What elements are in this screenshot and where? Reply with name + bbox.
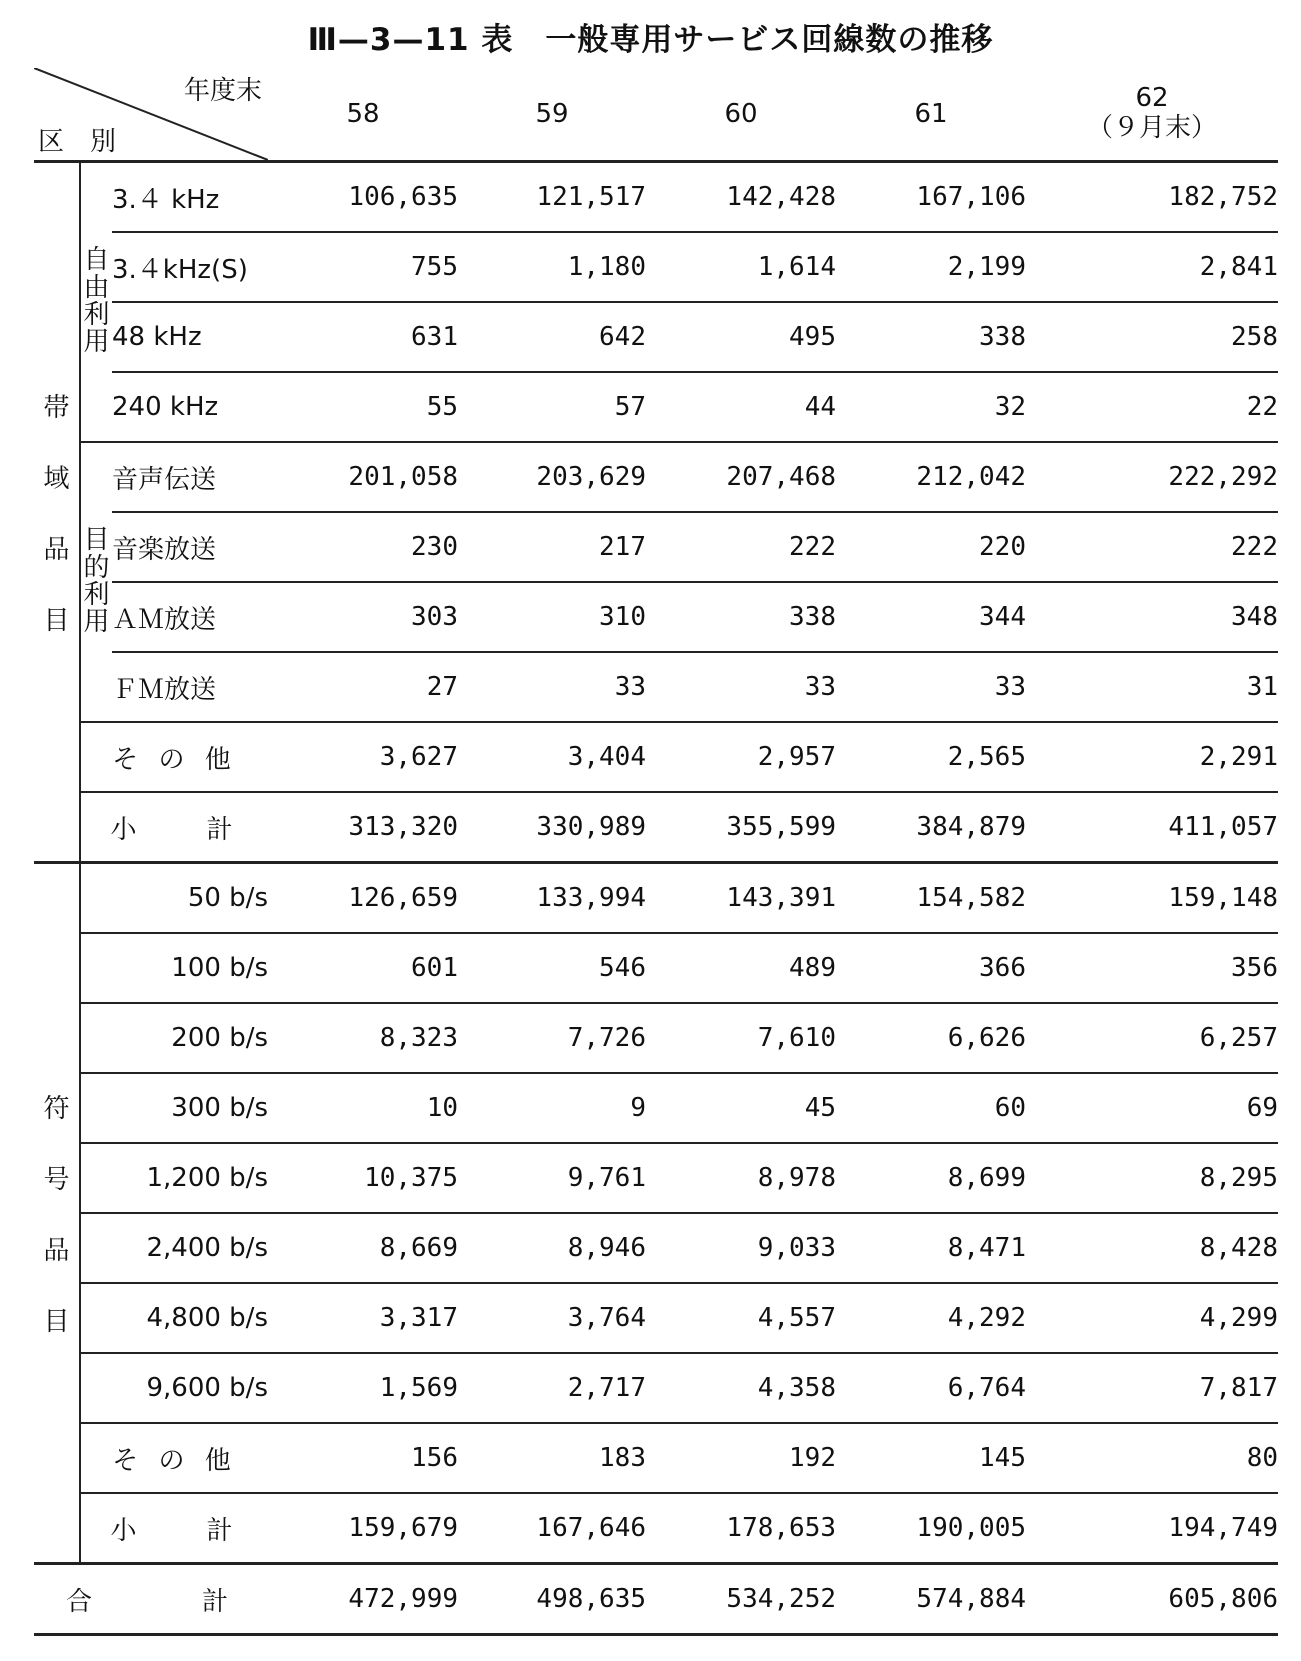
cell: 230 [268, 512, 458, 582]
cell: 212,042 [836, 442, 1026, 512]
cell: 222,292 [1026, 442, 1278, 512]
table-row [34, 1493, 1278, 1564]
cell: 154,582 [836, 863, 1026, 934]
cell: 546 [458, 933, 646, 1003]
purpose-use-text: 目的利用 [83, 525, 110, 638]
year-header: 58 [268, 68, 458, 162]
row-label: 2,400 b/s [80, 1213, 268, 1283]
cell: 2,841 [1026, 232, 1278, 302]
row-label: そ の 他 [80, 1423, 268, 1493]
group-char: 目 [43, 606, 70, 636]
total-cell: 472,999 [268, 1564, 458, 1635]
cell: 3,404 [458, 722, 646, 792]
table-row [34, 512, 1278, 582]
cell: 355,599 [646, 792, 836, 863]
cell: 126,659 [268, 863, 458, 934]
cell: 201,058 [268, 442, 458, 512]
cell: 411,057 [1026, 792, 1278, 863]
cell: 10 [268, 1073, 458, 1143]
total-cell: 534,252 [646, 1564, 836, 1635]
cell: 183 [458, 1423, 646, 1493]
group-char: 符 [43, 1094, 70, 1124]
table-row [34, 232, 1278, 302]
cell: 31 [1026, 652, 1278, 722]
service-lines-table [34, 68, 1278, 1636]
cell: 6,626 [836, 1003, 1026, 1073]
cell: 338 [646, 582, 836, 652]
cell: 8,428 [1026, 1213, 1278, 1283]
row-label: 音声伝送 [112, 442, 268, 512]
row-label: そ の 他 [80, 722, 268, 792]
row-label: 小 計 [80, 1493, 268, 1564]
cell: 310 [458, 582, 646, 652]
table-row [34, 933, 1278, 1003]
cell: 338 [836, 302, 1026, 372]
cell: 33 [836, 652, 1026, 722]
cell: 60 [836, 1073, 1026, 1143]
cell: 1,614 [646, 232, 836, 302]
group-char: 品 [43, 535, 70, 565]
row-label: 3.４ kHz [112, 162, 268, 233]
total-label: 合 計 [34, 1564, 268, 1635]
cell: 7,726 [458, 1003, 646, 1073]
cell: 1,180 [458, 232, 646, 302]
cell: 57 [458, 372, 646, 442]
cell: 207,468 [646, 442, 836, 512]
cell: 4,358 [646, 1353, 836, 1423]
cell: 27 [268, 652, 458, 722]
row-label: 300 b/s [80, 1073, 268, 1143]
cell: 33 [646, 652, 836, 722]
cell: 2,717 [458, 1353, 646, 1423]
row-label: 240 kHz [112, 372, 268, 442]
table-row [34, 1073, 1278, 1143]
table-row [34, 1283, 1278, 1353]
free-use-label [80, 162, 112, 443]
cell: 631 [268, 302, 458, 372]
corner-cell [34, 68, 268, 162]
cell: 44 [646, 372, 836, 442]
table-row [34, 1003, 1278, 1073]
cell: 133,994 [458, 863, 646, 934]
cell: 9,761 [458, 1143, 646, 1213]
cell: 178,653 [646, 1493, 836, 1564]
cell: 106,635 [268, 162, 458, 233]
cell: 8,699 [836, 1143, 1026, 1213]
row-label: ＦＭ放送 [112, 652, 268, 722]
table-row [34, 1423, 1278, 1493]
corner-top-label: 年度末 [183, 76, 262, 106]
group-char: 帯 [43, 393, 70, 423]
cell: 22 [1026, 372, 1278, 442]
row-label: 9,600 b/s [80, 1353, 268, 1423]
cell: 8,978 [646, 1143, 836, 1213]
cell: 9,033 [646, 1213, 836, 1283]
cell: 755 [268, 232, 458, 302]
cell: 182,752 [1026, 162, 1278, 233]
row-label: 50 b/s [80, 863, 268, 934]
group-char: 品 [43, 1236, 70, 1266]
table-row [34, 162, 1278, 233]
cell: 8,669 [268, 1213, 458, 1283]
cell: 303 [268, 582, 458, 652]
total-cell: 605,806 [1026, 1564, 1278, 1635]
cell: 220 [836, 512, 1026, 582]
code-group-label [34, 863, 80, 1564]
table-row [34, 1213, 1278, 1283]
cell: 9 [458, 1073, 646, 1143]
free-use-text: 自由利用 [83, 245, 110, 358]
year-header: 59 [458, 68, 646, 162]
band-group-label [34, 162, 80, 863]
cell: 1,569 [268, 1353, 458, 1423]
row-label: 小 計 [80, 792, 268, 863]
cell: 156 [268, 1423, 458, 1493]
cell: 356 [1026, 933, 1278, 1003]
cell: 384,879 [836, 792, 1026, 863]
cell: 3,317 [268, 1283, 458, 1353]
cell: 142,428 [646, 162, 836, 233]
cell: 80 [1026, 1423, 1278, 1493]
cell: 344 [836, 582, 1026, 652]
table-row [34, 582, 1278, 652]
cell: 4,557 [646, 1283, 836, 1353]
row-label: 200 b/s [80, 1003, 268, 1073]
table-row [34, 863, 1278, 934]
row-label: 100 b/s [80, 933, 268, 1003]
group-char: 域 [43, 464, 70, 494]
cell: 33 [458, 652, 646, 722]
total-row [34, 1564, 1278, 1635]
cell: 7,817 [1026, 1353, 1278, 1423]
cell: 222 [646, 512, 836, 582]
cell: 194,749 [1026, 1493, 1278, 1564]
cell: 190,005 [836, 1493, 1026, 1564]
group-char: 目 [43, 1307, 70, 1337]
table-row [34, 792, 1278, 863]
cell: 2,957 [646, 722, 836, 792]
cell: 55 [268, 372, 458, 442]
table-row [34, 722, 1278, 792]
corner-bottom-label: 区 別 [38, 127, 117, 157]
cell: 45 [646, 1073, 836, 1143]
cell: 489 [646, 933, 836, 1003]
cell: 222 [1026, 512, 1278, 582]
cell: 6,257 [1026, 1003, 1278, 1073]
cell: 330,989 [458, 792, 646, 863]
row-label: 48 kHz [112, 302, 268, 372]
row-label: ＡＭ放送 [112, 582, 268, 652]
cell: 4,299 [1026, 1283, 1278, 1353]
cell: 145 [836, 1423, 1026, 1493]
cell: 159,679 [268, 1493, 458, 1564]
cell: 167,106 [836, 162, 1026, 233]
row-label: 3.４kHz(S) [112, 232, 268, 302]
table-row [34, 372, 1278, 442]
cell: 32 [836, 372, 1026, 442]
row-label: 音楽放送 [112, 512, 268, 582]
row-label: 1,200 b/s [80, 1143, 268, 1213]
cell: 192 [646, 1423, 836, 1493]
table-row [34, 1353, 1278, 1423]
table-row [34, 442, 1278, 512]
total-cell: 498,635 [458, 1564, 646, 1635]
cell: 313,320 [268, 792, 458, 863]
cell: 217 [458, 512, 646, 582]
cell: 495 [646, 302, 836, 372]
cell: 366 [836, 933, 1026, 1003]
purpose-use-label [80, 442, 112, 722]
cell: 8,471 [836, 1213, 1026, 1283]
cell: 69 [1026, 1073, 1278, 1143]
cell: 121,517 [458, 162, 646, 233]
year-header: 60 [646, 68, 836, 162]
cell: 8,946 [458, 1213, 646, 1283]
cell: 203,629 [458, 442, 646, 512]
cell: 10,375 [268, 1143, 458, 1213]
group-char: 号 [43, 1165, 70, 1195]
table-title: Ⅲ—3—11 表 一般専用サービス回線数の推移 [307, 22, 994, 58]
cell: 348 [1026, 582, 1278, 652]
row-label: 4,800 b/s [80, 1283, 268, 1353]
cell: 2,565 [836, 722, 1026, 792]
cell: 8,295 [1026, 1143, 1278, 1213]
header-row [34, 68, 1278, 162]
table-row [34, 302, 1278, 372]
year-header-value: 62 [1135, 83, 1169, 114]
cell: 167,646 [458, 1493, 646, 1564]
cell: 143,391 [646, 863, 836, 934]
table-row [34, 652, 1278, 722]
cell: 601 [268, 933, 458, 1003]
cell: 6,764 [836, 1353, 1026, 1423]
cell: 2,199 [836, 232, 1026, 302]
total-cell: 574,884 [836, 1564, 1026, 1635]
table-row [34, 1143, 1278, 1213]
cell: 2,291 [1026, 722, 1278, 792]
year-header-last [1026, 68, 1278, 162]
cell: 642 [458, 302, 646, 372]
cell: 3,764 [458, 1283, 646, 1353]
cell: 7,610 [646, 1003, 836, 1073]
cell: 258 [1026, 302, 1278, 372]
cell: 4,292 [836, 1283, 1026, 1353]
cell: 159,148 [1026, 863, 1278, 934]
year-header-note: （９月末） [1086, 113, 1217, 143]
cell: 3,627 [268, 722, 458, 792]
year-header: 61 [836, 68, 1026, 162]
cell: 8,323 [268, 1003, 458, 1073]
